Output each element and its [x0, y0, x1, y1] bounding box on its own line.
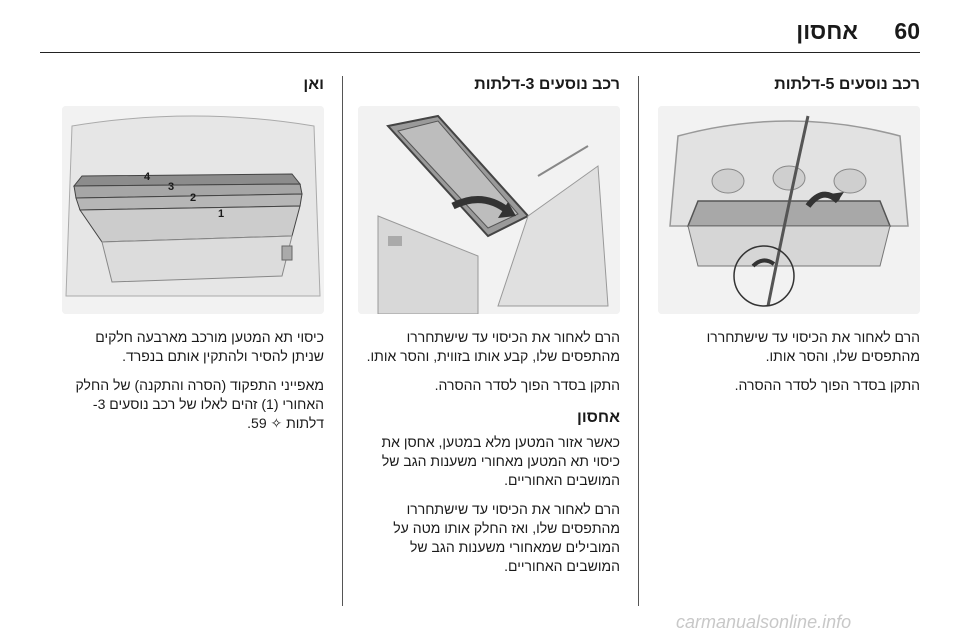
paragraph: כאשר אזור המטען מלא במטען, אחסן את כיסוי תא המטען מאחורי משענות הגב של המושבים האחוריים.: [381, 434, 620, 488]
part-label-2: 2: [190, 192, 197, 204]
cargo-cover-5-door-illustration: [658, 106, 920, 314]
section-3-door: [358, 76, 620, 586]
column-divider: [342, 76, 343, 606]
section-5-door: [658, 76, 920, 405]
paragraph: התקן בסדר הפוך לסדר ההסרה.: [434, 377, 620, 393]
part-label-3: 3: [168, 181, 175, 193]
cargo-cover-van-illustration: [62, 106, 324, 314]
page-number: 60: [894, 18, 920, 44]
section-van: [60, 76, 324, 443]
part-label-4: 4: [144, 171, 151, 183]
paragraph: התקן בסדר הפוך לסדר ההסרה.: [734, 377, 920, 393]
part-label-1: 1: [218, 208, 225, 220]
subsection-heading: אחסון: [577, 409, 620, 426]
page-title: אחסון: [796, 18, 858, 44]
paragraph: כיסוי תא המטען מורכב מארבעה חלקים שניתן להסיר ולהתקין אותם בנפרד.: [95, 329, 324, 364]
paragraph: הרם לאחור את הכיסוי עד שישתחררו מהתפסים שלו, קבע אותו בזווית, והסר אותו.: [366, 329, 620, 364]
page-header: [40, 12, 920, 53]
paragraph: הרם לאחור את הכיסוי עד שישתחררו מהתפסים שלו, ואז החלק אותו מטה על המובילים שמאחורי משענות הגב של המושבים האחוריים.: [393, 501, 620, 574]
section-heading: רכב נוסעים 3-דלתות: [474, 76, 620, 93]
watermark: carmanualsonline.info: [676, 612, 852, 632]
column-divider: [638, 76, 639, 606]
cargo-cover-3-door-illustration: [358, 106, 620, 314]
paragraph: מאפייני התפקוד (הסרה והתקנה) של החלק האחורי (1) זהים לאלו של רכב נוסעים 3-דלתות ✧ 59.: [75, 377, 324, 431]
section-heading: ואן: [303, 76, 324, 93]
paragraph: הרם לאחור את הכיסוי עד שישתחררו מהתפסים שלו, והסר אותו.: [706, 329, 920, 364]
section-heading: רכב נוסעים 5-דלתות: [774, 76, 920, 93]
